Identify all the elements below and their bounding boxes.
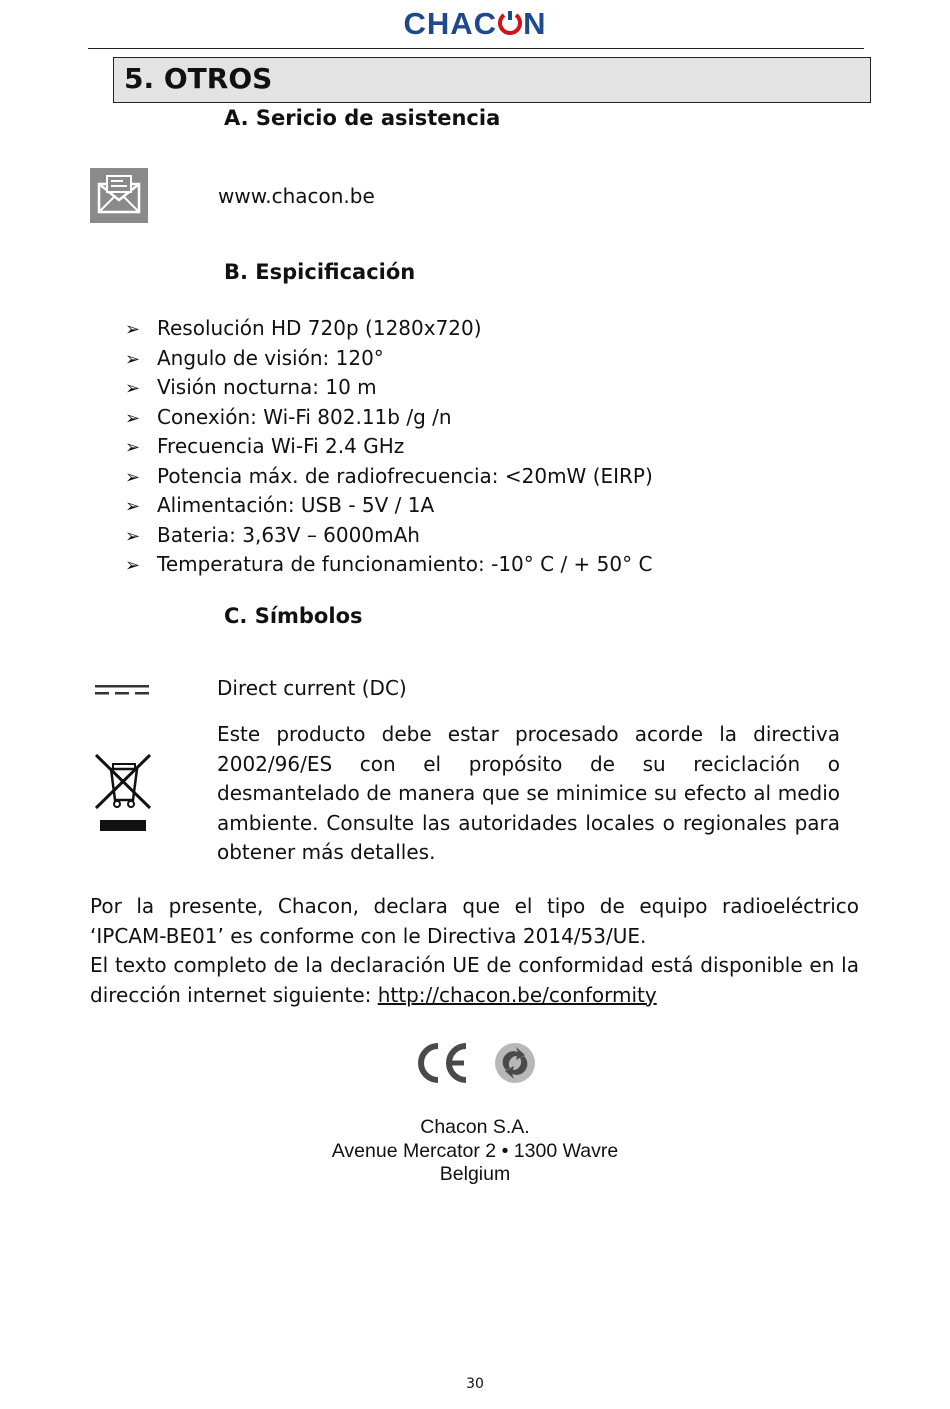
chacon-logo (0, 6, 950, 42)
list-item: ➢ Frecuencia Wi-Fi 2.4 GHz (125, 432, 653, 462)
page-number: 30 (466, 1376, 484, 1392)
list-item: ➢ Potencia máx. de radiofrecuencia: <20mW (EIRP) (125, 462, 653, 492)
specs-list (125, 314, 653, 580)
list-item: ➢ Temperatura de funcionamiento: -10° C / + 50° C (125, 550, 653, 580)
arrow-bullet-icon: ➢ (125, 437, 141, 458)
declaration-text (90, 892, 859, 1010)
direct-current-icon (94, 682, 150, 701)
company-street: Avenue Mercator 2 • 1300 Wavre (331, 1139, 619, 1162)
logo-ring-icon (497, 6, 523, 41)
arrow-bullet-icon: ➢ (125, 525, 141, 547)
company-country: Belgium (439, 1163, 511, 1185)
conformity-link[interactable]: http://chacon.be/conformity (377, 982, 657, 1007)
declaration-line-1: Por la presente, Chacon, declara que el tipo de equipo radioeléctrico ‘IPCAM-BE01’ es conforme con le Directiva 2014/53/UE. (90, 894, 859, 948)
support-website[interactable]: www.chacon.be (218, 184, 375, 208)
weee-description: Este producto debe estar procesado acorde la directiva 2002/96/ES con el propósito de su reciclación o desmantelado de manera que se minimice su efecto al medio ambiente. Consulte las autoridades locales o regionales para obtener más detalles. (217, 722, 840, 864)
company-name: Chacon S.A. (420, 1116, 530, 1138)
header-rule (88, 48, 864, 49)
arrow-bullet-icon: ➢ (125, 319, 141, 340)
arrow-bullet-icon: ➢ (125, 348, 141, 370)
list-item: ➢ Bateria: 3,63V – 6000mAh (125, 521, 653, 551)
envelope-icon (90, 168, 148, 223)
list-item: ➢ Alimentación: USB - 5V / 1A (125, 491, 653, 521)
arrow-bullet-icon: ➢ (125, 378, 141, 399)
list-item: ➢ Angulo de visión: 120° (125, 344, 653, 374)
declaration-line-2: El texto completo de la declaración UE de conformidad está disponible en la dirección internet siguiente: http://chacon.be/conformity (90, 953, 859, 1007)
section-title: 5. OTROS (124, 62, 273, 95)
crossed-bin-icon (94, 752, 152, 838)
dc-description: Direct current (DC) (217, 676, 407, 700)
logo-text-left: CHAC (403, 6, 498, 41)
company-address (0, 1116, 950, 1187)
arrow-bullet-icon: ➢ (125, 496, 141, 517)
green-dot-icon (492, 1040, 538, 1090)
arrow-bullet-icon: ➢ (125, 407, 141, 429)
ce-mark-icon (414, 1040, 474, 1090)
specs-heading: B. Espicificación (224, 260, 416, 284)
arrow-bullet-icon: ➢ (125, 466, 141, 488)
arrow-bullet-icon: ➢ (125, 555, 141, 576)
list-item: ➢ Visión nocturna: 10 m (125, 373, 653, 403)
list-item: ➢ Conexión: Wi-Fi 802.11b /g /n (125, 403, 653, 433)
logo-text-right: N (523, 6, 547, 41)
symbols-heading: C. Símbolos (224, 604, 363, 628)
support-heading: A. Sericio de asistencia (224, 106, 501, 130)
list-item: ➢ Resolución HD 720p (1280x720) (125, 314, 653, 344)
